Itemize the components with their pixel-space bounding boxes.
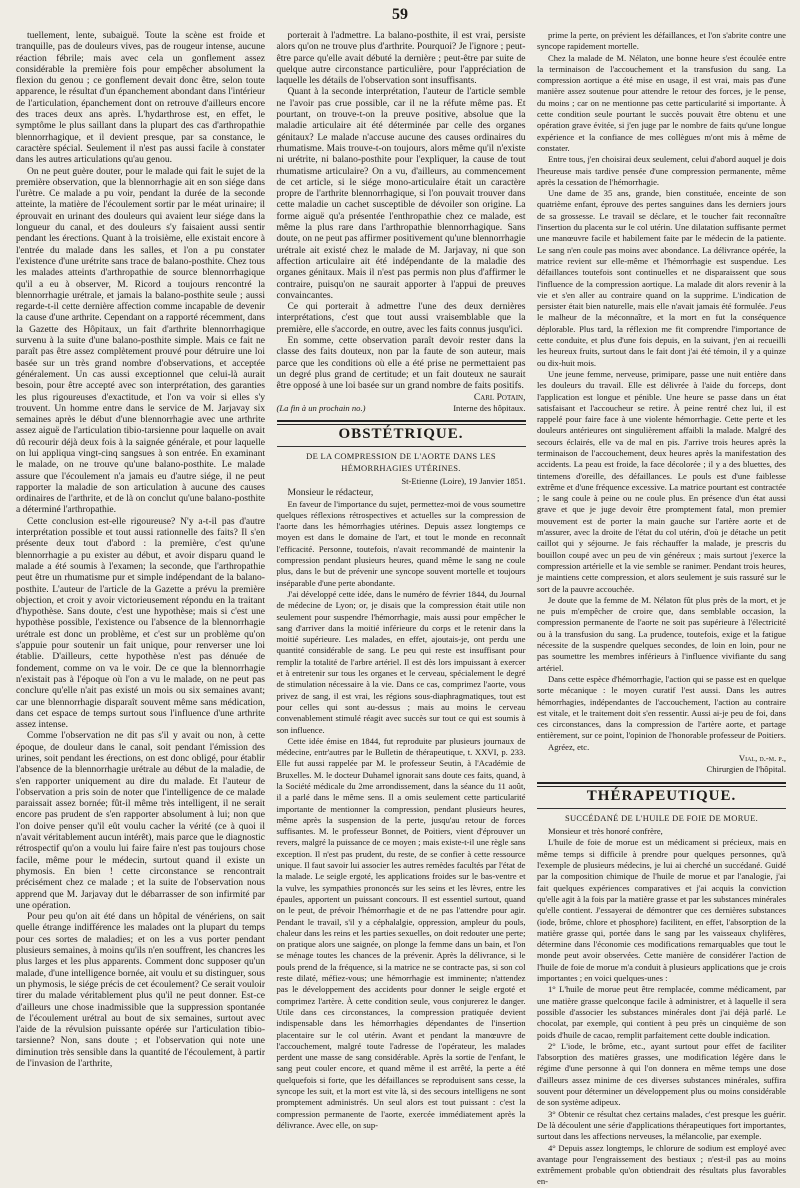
paragraph: Dans cette espèce d'hémorrhagie, l'action qui se passe est en quelque sorte mécanique : le moyen curatif l'est aussi. Dans les autres hémorrhagies, indépendantes de l'accouchement, l'action au contraire est vitale, et le traitement doit s'en ressentir. Aussi ai-je peu de foi, dans ces circonstances, dans la compression de l'artère aorte, et partage entièrement, sur ce point, l'opinion de l'honorable professeur de Poitiers. (537, 673, 786, 741)
paragraph: 4° Depuis assez longtemps, le chlorure de sodium est employé avec avantage pour l'engraissement des bestiaux ; n'est-il pas au moins extrêmement probable qu'on obtiendrait des résultats plus favorables en- (537, 1142, 786, 1187)
paragraph: Comme l'observation ne dit pas s'il y avait ou non, à cette époque, de douleur dans le canal, soit pendant l'émission des urines, soit pendant les érections, on est donc obligé, pour établir l'absence de la blennorrhagie urétrale au début de la maladie, de s'en rapporter uniquement au dire du malade. Et l'auteur de l'observation a pris soin de noter que l'intelligence de ce malade paraissait assez bornée; fût-il même très intelligent, il ne serait encore pas prudent de s'en rapporter absolument à lui; non que l'on doive penser qu'il eût voulu cacher la vérité (ce à quoi il n'avait véritablement aucun intérêt), mais parce que le diagnostic rétrospectif qu'on a voulu lui faire faire n'est pas toujours chose facile, même pour le médecin, surtout quand il existe un phymosis. En bien ! cette circonstance se rencontrait précisément chez ce malade ; et la suite de l'observation nous apprend que M. Jarjavay dut le débarrasser de son infirmité par une opération. (16, 730, 265, 911)
section-title-obstetrique: OBSTÉTRIQUE. (338, 426, 464, 443)
article-title: SUCCÉDANÉ DE L'HUILE DE FOIE DE MORUE. (564, 812, 759, 823)
section-title-therapeutique: THÉRAPEUTIQUE. (586, 787, 737, 804)
dateline: St-Etienne (Loire), 19 Janvier 1851. (401, 475, 526, 486)
paragraph: Ce qui porterait à admettre l'une des deux dernières interprétations, c'est que tout aussi vraisemblable que la première, elle s'accorde, en outre, avec les faits connus jusqu'ici. (276, 301, 526, 335)
section-divider (277, 420, 526, 425)
signature-line (277, 403, 526, 414)
page-number: 59 (392, 6, 408, 23)
paragraph: Pour peu qu'on ait été dans un hôpital de vénériens, on sait quelle étrange indifférence les malades ont la plupart du temps pour ces sortes de maladies; et on les a vus porter pendant plusieurs semaines, à moins qu'ils n'en souffrent, les chancres les plus larges et les plus apparents. Comment donc supposer qu'un malade, d'une intelligence bornée, ait voulu et su distinguer, sous un phymosis, le siége précis de cet écoulement? Ce serait vouloir tirer du malade véritablement plus qu'il ne peut donner. Est-ce d'ailleurs une chose inadmissible que la suppression spontanée de l'écoulement urétral au bout de six semaines, surtout avec l'aide de la révulsion puissante opérée sur l'articulation tibio-tarsienne? Non, sans doute ; et l'observation qui note une diminution très sensible dans la quantité de l'écoulement, à partir de l'invasion de l'arthrite, (16, 911, 265, 1070)
paragraph: tuellement, lente, subaiguë. Toute la scène est froide et tranquille, pas de douleurs vives, pas de rougeur intense, aucune réaction fébrile; mais avec cela un gonflement assez considérable la première fois pour empêcher absolument la flexion du genou ; ce gonflement devait donc être, selon toute apparence, le résultat d'un épanchement abondant dans l'intérieur de l'articulation, épanchement dont on retrouve d'ailleurs encore des traces deux ans après. L'hydarthrose est, en effet, le symptôme le plus saillant dans la plupart des cas d'arthropathie blennorrhagique, et il devient presque, par sa constance, le caractère spécial. Seulement il n'est pas aussi facile à constater dans les autres articulations qu'au genou. (16, 30, 265, 166)
paragraph: Une jeune femme, nerveuse, primipare, passe une nuit entière dans les douleurs du travail. Elle est délivrée à l'aide du forceps, dont l'application est longue et pénible. Une heure se passe dans un état satisfaisant et l'accoucheur se retire. À peine rentré chez lui, il est rappelé pour faire face à une violente hémorrhagie. Cette perte et les douleurs antérieures ont singulièrement affaibli la malade. Malgré des secours éclairés, elle va de mal en pis. J'arrive trois heures après la terminaison de l'accouchement, deux heures après la manifestation des accidents. La peau est froide, la face décolorée ; il y a des bluettes, des tintemens d'oreille, des défaillances. Le pouls est d'une faiblesse extrême et d'une fréquence excessive. La matrice pourtant est contractée ; le sang coule à peine ou ne coule plus. En présence d'un état aussi grave et que je juge devoir être promptement fatal, mon premier mouvement est de porter la main gauche sur l'artère aorte et de m'assurer, avec la droite de l'état du col utérin, d'où je détache un petit caillot qui y séjourne. Je fais réchauffer la malade, je prescris du bouillon coupé avec un peu de vin généreux ; mais surtout j'exerce la compression artérielle et la vie semble se ranimer. Pendant trois heures, je maintiens cette compression, et alors seulement je suis rassuré sur le sort de la pauvre accouchée. (537, 368, 786, 594)
paragraph: 1° L'huile de morue peut être remplacée, comme médicament, par une matière grasse quelconque facile à administrer, et à laquelle il sera possible d'associer les substances minérales dont j'ai déjà parlé. Le chocolat, par exemple, qui contient à peu près un cinquième de son poids d'huile de cacao, remplit parfaitement cette double indication. (537, 984, 786, 1040)
paragraph: Agréez, etc. (548, 741, 590, 752)
paragraph: Cette conclusion est-elle rigoureuse? N'y a-t-il pas d'autre interprétation possible et tout aussi rationnelle des faits? Il s'en présente deux tout d'abord : la première, c'est qu'une blennorrhagie a pu exister au début, et avoir disparu quand le malade a été soumis à l'examen; la seconde, que l'arthropathie peut être un rhumatisme pur et simple indépendant de la balano-posthite. L'auteur de l'article de la Gazette a prévu la première objection, et croit y avoir victorieusement répondu en la traitant d'hypothèse. Sans doute, c'est une hypothèse; mais si c'est une hypothèse possible, l'existence ou l'absence de la blennorrhagie urétrale est donc un problème, et c'est sur un problème qu'on s'appuie pour soutenir un fait unique, pour renverser une loi établie. D'ailleurs, cette hypothèse n'est pas dénuée de fondement, comme on va le voir. De ce que la blennorrhagie n'existait pas à l'époque où l'on a vu le malade, on ne peut pas conclure qu'elle n'ait pas existé un mois ou six semaines avant; car une blennorrhagie disparaît souvent même sans médication, dans cet espace de temps surtout sous l'influence d'une arthrite assez intense. (16, 515, 265, 731)
paragraph: Une dame de 35 ans, grande, bien constituée, enceinte de son quatrième enfant, éprouve des pertes sanguines dans les derniers jours de sa grossesse. Le travail se déclare, et le toucher fait reconnaître l'insertion du placenta sur le col utérin. Une dilatation suffisante permet une manœuvre facile et habilement faite par le médecin de la patiente. Le sang n'en coule pas moins avec abondance. La délivrance opérée, la matrice revient sur elle-même et l'hémorrhagie est suspendue. Les défaillances toutefois sont continuelles et ne disparaissent que sous l'influence de la compression aortique. La malade dit alors revenir à la vie et s'en aller au contraire quand on la supprime. L'indication de persister était bien naturelle, mais elle n'avait jamais été formulée. J'eus le malheur de la méconnaître, et la mort en fut la conséquence déplorable. Plus tard, la réflexion me fit comprendre l'importance de cette conduite, et plus d'une fois depuis, en la suivant, j'en ai recueilli les heureux fruits, surtout dans le fait dont j'ai été témoin, il y a quinze ou dix-huit mois. (537, 188, 786, 368)
divider (277, 446, 526, 447)
columns (16, 30, 786, 1187)
signature-vial: Vial, d.-m. p., (738, 753, 786, 763)
paragraph: porterait à l'admettre. La balano-posthite, il est vrai, persiste alors qu'on ne trouve plus d'arthrite. Pourquoi? Je l'ignore ; peut-être parce qu'elle avait débuté la dernière ; peut-être par suite de quelque autre circonstance particulière, pour l'appréciation de laquelle les détails de l'observation sont insuffisants. (276, 30, 526, 87)
paragraph: L'huile de foie de morue est un médicament si précieux, mais en même temps si difficile à prendre pour quelques personnes, qu'à l'exemple de plusieurs médecins, je lui ai cherché un succédané. Guidé par la composition chimique de l'huile de morue et par l'analogie, j'ai fait quelques expériences comparatives et j'ai acquis la conviction qu'elle agit à la fois par la matière grasse et par les substances minérales qu'elle contient. J'essayerai de démontrer que ces dernières substances (iode, brôme, chlore et phosphore) facilitent, en effet, l'absorption de la matière grasse qui, portée dans le sang par les vaisseaux chylifères, détermine dans l'économie ces modifications remarquables que tout le monde peut avoir observées. Cette manière de considérer l'action de l'huile de foie de morue m'a conduit à plusieurs applications que je crois importantes ; en voici quelques-unes : (537, 837, 786, 984)
divider (537, 808, 786, 809)
continuation-note: (La fin à un prochain no.) (276, 402, 366, 413)
paragraph: J'ai développé cette idée, dans le numéro de février 1844, du Journal de médecine de Lyon; or, je disais que la compression était utile non seulement pour suspendre l'hémorrhagie, mais aussi pour empêcher le sang d'arriver dans la moitié inférieure du corps et le retenir dans la moitié supérieure. Les malades, en effet, ajoutais-je, ont perdu une quantité considérable de sang. Le peu qui reste est insuffisant pour remplir la totalité de l'arbre artériel. Il est dès lors impuissant à exercer et à entretenir sur tous les organes et le cerveau, spécialement le degré de stimulation nécessaire à la vie. Dans ce cas, comprimez l'aorte, vous privez de sang, il est vrai, les régions sous-diaphragmatiques, tout est pour celles qui sont au-dessus ; mais au moins le cerveau convenablement stimulé réagit avec succès sur tout ce qui est soumis à son influence. (276, 588, 526, 735)
article-title: DE LA COMPRESSION DE L'AORTE DANS LES HÉMORRHAGIES UTÉRINES. (306, 451, 496, 473)
column-3 (537, 30, 786, 1187)
paragraph: Chez la malade de M. Nélaton, une bonne heure s'est écoulée entre la terminaison de l'accouchement et la transfusion du sang. La compression aortique a été mise en usage, il est vrai, mais pas d'une manière assez soutenue pour attendre le retour des forces, je le pense, du moins ; car on ne mentionne pas cette particularité si importante. À cette condition seule pourtant le succès pouvait être obtenu et une opération grave évitée, si j'en juge par le nombre de faits qu'une longue expérience et la confiance de mes collègues m'ont mis à même de constater. (537, 52, 786, 153)
paragraph: En faveur de l'importance du sujet, permettez-moi de vous soumettre quelques réflexions rétrospectives et actuelles sur la compression de l'aorte dans les hémorrhagies utérines. Depuis assez longtemps ce moyen est dans le domaine de l'art, et tout le monde en reconnaît l'efficacité. Personne, toutefois, n'avait recommandé de maintenir la compression pendant plusieurs heures, quand même le sang ne coule plus, dans le but de prévenir une syncope souvent mortelle et toujours inséparable d'une perte abondante. (276, 498, 526, 588)
paragraph: 2° L'iode, le brôme, etc., ayant surtout pour effet de faciliter l'absorption des matières grasses, une modification légère dans le régime d'une personne à qui l'on donnera en même temps une dose d'ailleurs assez minime de ces diverses substances minérales, suffira souvent pour déterminer un développement plus ou moins considérable de son système adipeux. (537, 1040, 786, 1108)
paragraph: Entre tous, j'en choisirai deux seulement, celui d'abord auquel je dois l'heureuse mais tardive pensée d'une compression permanente, même après la cessation de l'hémorrhagie. (537, 154, 786, 187)
section-divider (537, 782, 786, 787)
column-1 (16, 30, 265, 1094)
paragraph: Quant à la seconde interprétation, l'auteur de l'article semble ne l'avoir pas crue possible, car il ne la réfute même pas. Et pourtant, on trouve-t-on la preuve positive, absolue que la maladie articulaire ait été déterminée par celle des organes génitaux? Le malade n'accuse aucune des causes ordinaires du rhumatisme. Mais trouve-t-on toujours, alors même qu'il n'existe ni urétrite, ni balano-posthite pour l'expliquer, la cause de tout rhumatisme articulaire? On a vu, d'ailleurs, au commencement de cet article, si le siége mono-articulaire était un caractère propre de l'arthrite blennorrhagique, si l'on pouvait trouver dans cette maladie un cachet susceptible de dévoiler son origine. La forme aiguë qu'a présentée l'enthropathie chez ce malade, est même la plus rare dans l'arthropathie blennorrhagique. Sans doute, on ne peut pas affirmer positivement qu'une blennorrhagie urétrale ait existé chez le malade de M. Jarjavay, ni que son affection articulaire ait été indépendante de la maladie des organes génitaux. Mais il n'est pas permis non plus d'affirmer le contraire, puisqu'on ne saurait apporter à l'appui de preuves convaincantes. (276, 86, 526, 301)
paragraph: On ne peut guère douter, pour le malade qui fait le sujet de la première observation, que la blennorrhagie ait en son siége dans l'urètre. Ce malade a pu voir, pendant la durée de la seconde atteinte, la matière de l'écoulement sortir par le méat urinaire; il éprouvait en urinant des douleurs qui avaient leur siége dans la longueur du canal, et des douleurs s'y faisaient aussi sentir pendant les érections. Quant à la troisième, elle existait encore à l'entrée du malade dans les salles, et l'on a pu constater l'existence d'une urétrite sans trace de balano-posthite. Chez tous les malades atteints d'arthropathie de source blennorrhagique qu'il a eu à observer, M. Ricord a toujours rencontré la blennorrhagie urétrale, et jamais la balano-posthite seule ; aussi regarde-t-il cette dernière affection comme incapable de devenir la cause d'une arthrite. Cependant on a rapporté récemment, dans la Gazette des Hôpitaux, un fait d'arthrite blennorrhagique survenu à la suite d'une balano-posthite simple. Mais ce fait ne paraît pas être assez complètement prouvé pour détruire une loi basée sur un très grand nombre d'observations, et acceptée généralement. Un cas aussi exceptionnel que celui-là aurait besoin, pour être accepté avec son interprétation, des garanties les plus rigoureuses d'exactitude, et l'on va voir si elles s'y trouvent. Un homme entre dans le service de M. Jarjavay six semaines après le début d'une blennorrhagie avec une arthrite assez aiguë de l'articulation tibio-tarsienne pour laquelle on avait dû recourir déjà deux fois à la saignée générale, et pour laquelle on lui appliqua vingt-cinq sangsues à son entrée. En examinant le malade, on ne trouve qu'une balano-posthite. Le malade assure que l'écoulement n'a jamais eu d'autre siége, il ne peut rapporter la maladie de son articulation à aucune des causes ordinaires de l'arthrite, et de là on conclut qu'une balano-posthite a déterminé l'arthropathie. (16, 165, 265, 516)
signature-role: Interne des hôpitaux. (453, 402, 526, 413)
paragraph: Cette idée émise en 1844, fut reproduite par plusieurs journaux de médecine, entr'autres par le Bulletin de thérapeutique, t. XXVI, p. 233. Elle fut aussi rappelée par M. le professeur Seutin, à l'Académie de Bruxelles. M. le docteur Duhamel ignorait sans doute ces faits, quand, à la Société médicale du 2me arrondissement, dans la séance du 11 août, il a parlé dans le même sens. Il a omis seulement cette particularité importante de mentionner la compression, pendant plusieurs heures, même après la suspension de la perte, jusqu'au retour de forces suffisantes. M. le professeur Bonnet, de Poitiers, vient d'éprouver un revers, malgré la puissance de ce moyen ; mais existe-t-il une règle sans exception. Il n'est pas prudent, du reste, de se confier à cette ressource unique. Il faut savoir lui associer les autres remèdes facultés par l'état de la malade. Le seigle ergoté, les applications froides sur le bas-ventre et la vulve, les sympathies prononcés sur les seins et les lèvres, entre les épaules, apportent un puissant concours. Il est essentiel surtout, quand on le peut, de prévoir l'hémorrhagie et de ne pas l'attendre pour agir. Pendant le travail, s'il y a céphalalgie, oppression, ampleur du pouls, chaleur dans les reins et les parties sexuelles, on doit redouter une perte; on pratique alors une saignée, on plonge la femme dans un bain, et l'on se ménage toutes les chances de la prévenir. Après la délivrance, si le pouls prend de la fréquence, si la matrice ne se contracte pas, si son col reste dilaté, méfiez-vous; une hémorrhagie est imminente; n'attendez pas le développement des accidents pour donner le seigle ergoté et comprimez l'artère. À cette condition seule, vous conjurerez le danger. Utile dans ces circonstances, la compression pratiquée devient indispensable dans les hémorrhagies dépendantes de l'insertion placentaire sur le col utérin. Avant et pendant la manœuvre de l'accouchement, malgré toute l'adresse de l'opérateur, les malades perdent une masse de sang considérable. Après la sortie de l'enfant, le sang peut couler encore, et quand même il est arrêté, la perte a été quelquefois si forte, que les défaillances se reproduisent sans cesse, la syncope les suit, et la mort est vite là, si des secours intelligens ne sont promptement administrés. Un seul alors est tout puissant : c'est la compression permanente de l'aorte, exercée immédiatement après la délivrance. Avec elle, on sup- (276, 735, 526, 1130)
paragraph: 3° Obtenir ce résultat chez certains malades, c'est presque les guérir. De là découlent une série d'applications thérapeutiques fort importantes, surtout dans les affections nerveuses, la mélancolie, par exemple. (537, 1108, 786, 1142)
paragraph: En somme, cette observation paraît devoir rester dans la classe des faits douteux, non par la faute de son auteur, mais parce que les conditions où elle a été prise ne permettaient pas un degré plus grand de certitude; et un fait douteux ne saurait être opposé à une loi basée sur un grand nombre de faits positifs. (276, 335, 526, 392)
signature-potain: Carl Potain, (473, 391, 526, 403)
paragraph: prime la perte, on prévient les défaillances, et l'on s'abrite contre une syncope rapidement mortelle. (537, 30, 786, 52)
salutation: Monsieur le rédacteur, (287, 487, 374, 499)
signature-role: Chirurgien de l'hôpital. (706, 764, 786, 775)
salutation: Monsieur et très honoré confrère, (548, 826, 663, 837)
column-2 (276, 30, 526, 1130)
paragraph: Je doute que la femme de M. Nélaton fût plus près de la mort, et je ne puis m'empêcher de croire que, dans semblable occasion, la compression permanente de l'aorte ne soit pas supérieure à l'électricité ou à la transfusion du sang. La prudence, toutefois, exige et la fatigue nécessite de la suspendre quelques secondes, de loin en loin, pour ne pas soumettre les membres inférieurs à l'influence vivifiante du sang artériel. (537, 594, 786, 673)
